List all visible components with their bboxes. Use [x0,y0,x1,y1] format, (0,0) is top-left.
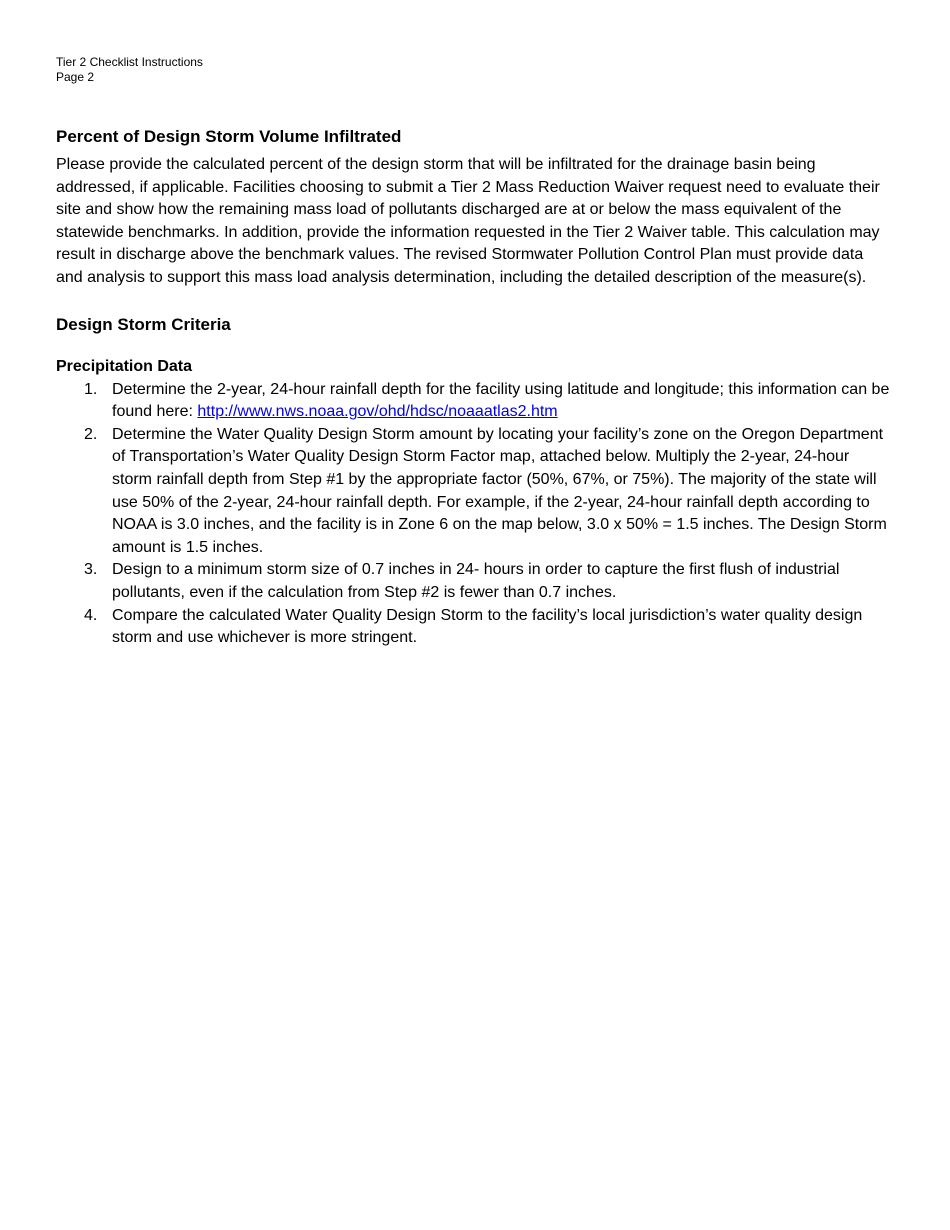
step-text: Design to a minimum storm size of 0.7 inches in 24- hours in order to capture the first flush of industrial pollutants, even if the calculation from Step #2 is fewer than 0.7 inches. [112,561,840,601]
design-storm-heading: Design Storm Criteria [56,314,231,334]
step-number: 2. [84,425,98,443]
infiltration-heading: Percent of Design Storm Volume Infiltrated [56,127,402,146]
step-text: Compare the calculated Water Quality Design Storm to the facility’s local jurisdiction’s water quality design storm and use whichever is more stringent. [112,606,863,647]
step-number: 3. [84,561,98,579]
precipitation-subheading: Precipitation Data [56,357,193,375]
document-title: Tier 2 Checklist Instructions [56,55,203,69]
list-item [56,379,892,424]
document-page [56,55,892,650]
step-text: Determine the 2-year, 24-hour rainfall depth for the facility using latitude and longitude; this information can be found here: [112,380,890,421]
step-number: 1. [84,380,98,398]
list-item [56,424,892,560]
list-item [56,605,892,650]
infiltration-paragraph: Please provide the calculated percent of the design storm that will be infiltrated for the drainage basin being addressed, if applicable. Facilities choosing to submit a Tier 2 Mass Reduction Waiver request need to evaluate their site and show how the remaining mass load of pollutants discharged are at or below the mass equivalent of the statewide benchmarks. In addition, provide the information requested in the Tier 2 Waiver table. This calculation may result in discharge above the benchmark values. The revised Stormwater Pollution Control Plan must provide data and analysis to support this mass load analysis determination, including the detailed description of the measure(s). [56,156,880,286]
noaa-atlas-link[interactable]: http://www.nws.noaa.gov/ohd/hdsc/noaaatlas2.htm [197,403,558,421]
list-item [56,559,892,604]
precipitation-steps-list [56,379,892,650]
page-number: Page 2 [56,69,95,84]
step-text: Determine the Water Quality Design Storm amount by locating your facility’s zone on the Oregon Department of Transportation’s Water Quality Design Storm Factor map, attached below. Multiply the 2-year, 24-hour storm rainfall depth from Step #1 by the appropriate factor (50%, 67%, or 75%). The majority of the state will use 50% of the 2-year, 24-hour rainfall depth. For example, if the 2-year, 24-hour rainfall depth according to NOAA is 3.0 inches, and the facility is in Zone 6 on the map below, 3.0 x 50% = 1.5 inches. The Design Storm amount is 1.5 inches. [112,425,887,556]
step-number: 4. [84,606,98,624]
